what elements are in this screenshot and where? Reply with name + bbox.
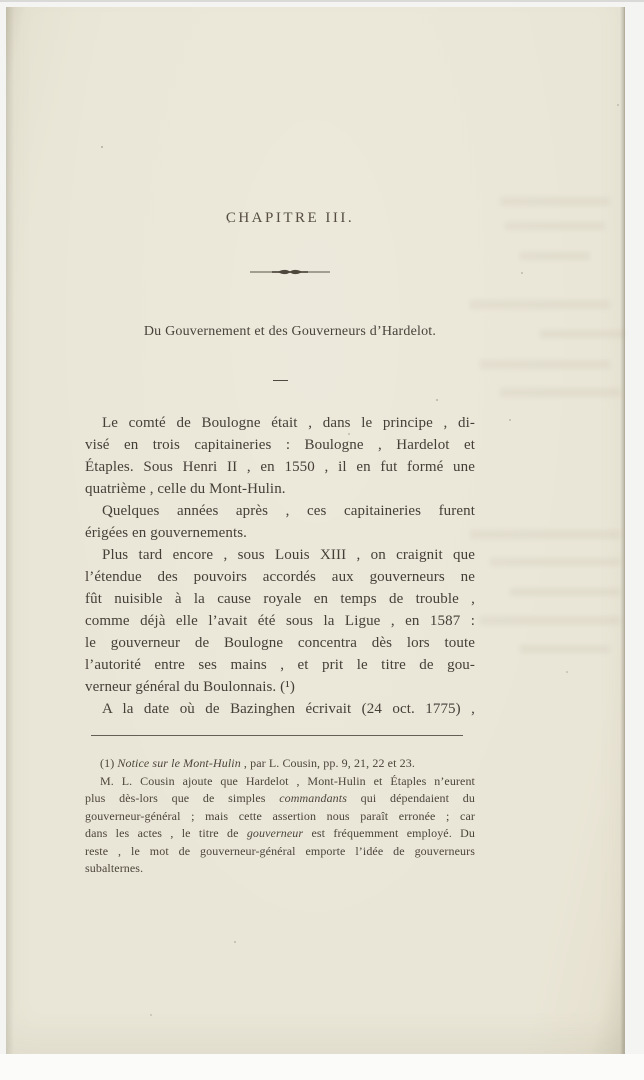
footnote-italic-term: commandants [279, 791, 347, 805]
scan-bottom-margin [0, 1054, 644, 1080]
body-line: visé en trois capitaineries : Boulogne , Hardelot et [85, 437, 475, 453]
body-line: A la date où de Bazinghen écrivait (24 oct. 1775) , [102, 701, 475, 717]
footnote-rule [91, 735, 463, 736]
footnote-text: plus dès-lors que de simples [85, 791, 280, 805]
footnote-line [85, 773, 475, 791]
divider-ornament-icon [250, 267, 330, 277]
body-line: Étaples. Sous Henri II , en 1550 , il en fut formé une [85, 459, 475, 475]
section-divider-dash [85, 368, 475, 386]
footnote-marker: (1) [100, 756, 118, 770]
body-line: l’étendue des pouvoirs accordés aux gouverneurs ne [85, 569, 475, 585]
footnote-line [85, 790, 475, 808]
section-title: Du Gouvernement et des Gouverneurs d’Hardelot. [143, 324, 437, 339]
footnote-text: subalternes. [85, 861, 144, 875]
footnote-text: dans les actes , le titre de [85, 826, 247, 840]
body-line: le gouverneur de Boulogne concentra dès lors toute [85, 635, 475, 651]
footnote-text: , par L. Cousin, pp. 9, 21, 22 et 23. [240, 756, 415, 770]
scan-top-edge [0, 0, 644, 2]
footnote [85, 755, 475, 878]
chapter-heading: CHAPITRE III. [225, 210, 355, 226]
footnote-line [85, 825, 475, 843]
footnote-text: est fréquemment employé. Du [303, 826, 475, 840]
footnote-text: reste , le mot de gouverneur-général emporte l’idée de gouverneurs [85, 843, 475, 858]
body-line: Plus tard encore , sous Louis XIII , on craignit que [102, 547, 475, 563]
body-text [85, 412, 475, 720]
footnote-text: gouverneur-général ; mais cette assertion nous paraît erronée ; car [85, 808, 475, 823]
footnote-text: M. L. Cousin ajoute que Hardelot , Mont-Hulin et Étaples n’eurent [100, 773, 475, 788]
body-line: érigées en gouvernements. [85, 525, 248, 541]
footnote-work-title: Notice sur le Mont-Hulin [117, 756, 241, 770]
body-line: Quelques années après , ces capitaineries furent [102, 503, 475, 519]
body-line: fût nuisible à la cause royale en temps de trouble , [85, 591, 475, 607]
body-line: verneur général du Boulonnais. (¹) [85, 679, 295, 695]
footnote-line [85, 860, 475, 878]
footnote-line [85, 843, 475, 861]
footnote-line [85, 755, 475, 773]
footnote-text: qui dépendaient du [346, 791, 475, 805]
body-line: l’autorité entre ses mains , et prit le titre de gou- [85, 657, 475, 673]
body-line: comme déjà elle l’avait été sous la Ligue , en 1587 : [85, 613, 475, 629]
chapter-divider-ornament [95, 264, 485, 282]
footnote-italic-term: gouverneur [246, 826, 304, 840]
body-line: Le comté de Boulogne était , dans le principe , di- [102, 415, 475, 431]
body-line: quatrième , celle du Mont-Hulin. [85, 481, 286, 497]
footnote-line [85, 808, 475, 826]
